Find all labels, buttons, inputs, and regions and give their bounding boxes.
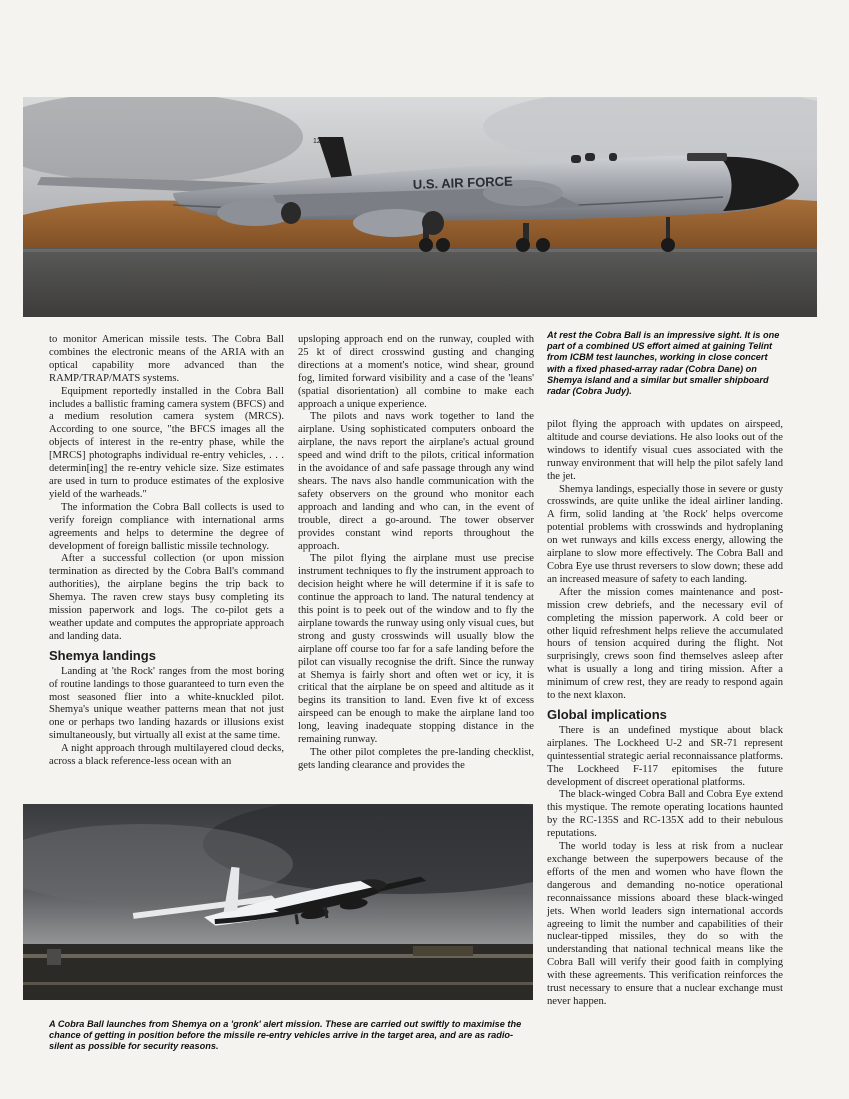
column-3 — [547, 419, 783, 1009]
caption-bottom: A Cobra Ball launches from Shemya on a 'gronk' alert mission. These are carried out swiftly to maximise the chance of getting in position before the missile re-entry vehicles arrive in the target area, and are as radio-silent as possible for security reasons. — [49, 1019, 522, 1052]
body-paragraph: The pilots and navs work together to land the airplane. Using sophisticated computers onboard the airplane, the navs report the airplane's actual ground speed and wind drift to the pilots, critical information in the avoidance of and safe passage through any wind shears. The navs also handle communication with the safety observers on the ground who monitor each approach and landing and who can, in the event of trouble, direct a go-around. The tower observer provides constant wind reports throughout the approach. — [298, 411, 534, 552]
body-paragraph: The pilot flying the airplane must use precise instrument techniques to fly the instrument approach to decision height where he will determine if it is safe to continue the approach to land. The natural tendency at this point is to peek out of the window and to fly the airplane towards the runway using only visual cues, but strong and gusty crosswinds will usually blow the airplane off course too far for a safe landing before the pilot can visually recognise the drift. Since the runway at Shemya is fairly short and often wet or icy, it is critical that the airplane be on speed and altitude as it begins its transition to land. Even five kt of excess airspeed can be enough to make the airplane land too long, leaving inadequate stopping distance in the remaining runway. — [298, 553, 534, 746]
body-paragraph: The world today is less at risk from a nuclear exchange between the superpowers because of the efforts of the men and women who have flown the dangerous and demanding no-notice operational reconnaissance missions aboard these black-winged jets. When world leaders sign international accords agreeing to limit the number and capabilities of their nuclear-tipped missiles, they do so with the understanding that national technical means like the Cobra Ball will verify their good faith in complying with these agreements. This verification reinforces the trust necessary to ensure that a nuclear exchange must never happen. — [547, 841, 783, 1007]
column-2 — [298, 334, 534, 773]
section-heading-global-implications: Global implications — [547, 706, 667, 722]
tail-number: 12667 — [313, 138, 333, 145]
photo-cobra-ball-launch — [23, 804, 533, 1000]
body-paragraph: The black-winged Cobra Ball and Cobra Eye extend this mystique. The remote operating locations haunted by the RC-135S and RC-135X add to their nebulous reputations. — [547, 789, 783, 840]
column-1 — [49, 334, 284, 769]
body-paragraph: pilot flying the approach with updates on airspeed, altitude and course deviations. He also looks out of the windows to identify visual cues associated with the runway environment that will help the pilot safely land the jet. — [547, 419, 783, 482]
body-paragraph: Landing at 'the Rock' ranges from the most boring of routine landings to those guaranteed to turn even the most seasoned flier into a white-knuckled pilot. Shemya's unique weather patterns mean that not just one or perhaps two landing hazards or illusions exist simultaneously, but virtually all exist at the same time. — [49, 665, 284, 742]
photo-cobra-ball-at-rest — [23, 97, 817, 317]
body-paragraph: After a successful collection (or upon mission termination as directed by the Cobra Ball's command authorities), the airplane begins the trip back to Shemya. The raven crew stays busy completing its mission paperwork and logs. The co-pilot gets a weather update and computes the appropriate approach and landing data. — [49, 553, 284, 642]
body-paragraph: to monitor American missile tests. The Cobra Ball combines the electronic means of the ARIA with an optical capability more advanced than the RAMP/TRAP/MATS systems. — [49, 334, 284, 384]
body-paragraph: Equipment reportedly installed in the Cobra Ball includes a ballistic framing camera system (BFCS) and a medium resolution camera system (MRCS). According to one source, "the BFCS images all the objects of interest in the re-entry phase, while the [MRCS] photographs individual re-entry vehicles, . . . determin[ing] the re-entry vehicle size. Size estimates are used in turn to produce estimates of the explosive yield of the warheads." — [49, 385, 284, 500]
body-paragraph: There is an undefined mystique about black airplanes. The Lockheed U-2 and SR-71 represent quintessential strategic aerial reconnaissance platforms. The Lockheed F-117 epitomises the future development of discreet operational platforms. — [547, 724, 783, 788]
body-paragraph: After the mission comes maintenance and post-mission crew debriefs, and the necessary evil of completing the mission paperwork. A cold beer or other liquid refreshment helps relieve the accumulated hours of tension acquired during the flight. Not surprisingly, crews soon find themselves asleep after what is usually a long and tiring mission. After a minimum of crew rest, they are ready to respond again to the next klaxon. — [547, 586, 783, 702]
fuselage-lettering: U.S. AIR FORCE — [412, 173, 513, 192]
section-heading-shemya-landings: Shemya landings — [49, 647, 156, 663]
body-paragraph: A night approach through multilayered cloud decks, across a black reference-less ocean with an — [49, 743, 284, 768]
caption-top: At rest the Cobra Ball is an impressive sight. It is one part of a combined US effort aimed at gaining Telint from ICBM test launches, working in close concert with a fixed phased-array radar (Cobra Dane) on Shemya island and a similar but smaller shipboard radar (Cobra Judy). — [547, 330, 780, 397]
body-paragraph: Shemya landings, especially those in severe or gusty crosswinds, are quite unlike the ideal airliner landing. A firm, solid landing at 'the Rock' helps overcome potential problems with crosswinds and hydroplaning on wet runways and kills excess energy, allowing the airplane to slow more effectively. The Cobra Ball and Cobra Eye use thrust reversers to slow down; these add an increased measure of safety to each landing. — [547, 483, 783, 585]
body-paragraph: upsloping approach end on the runway, coupled with 25 kt of direct crosswind gusting and changing directions at a moment's notice, wind shear, ground fog, limited forward visibility and a case of the 'leans' (spatial disorientation) all combine to make each approach a unique experience. — [298, 334, 534, 410]
body-paragraph: The other pilot completes the pre-landing checklist, gets landing clearance and provides the — [298, 747, 534, 771]
body-paragraph: The information the Cobra Ball collects is used to verify foreign compliance with international arms agreements and helps to determine the degree of development of foreign ballistic missile technology. — [49, 501, 284, 552]
